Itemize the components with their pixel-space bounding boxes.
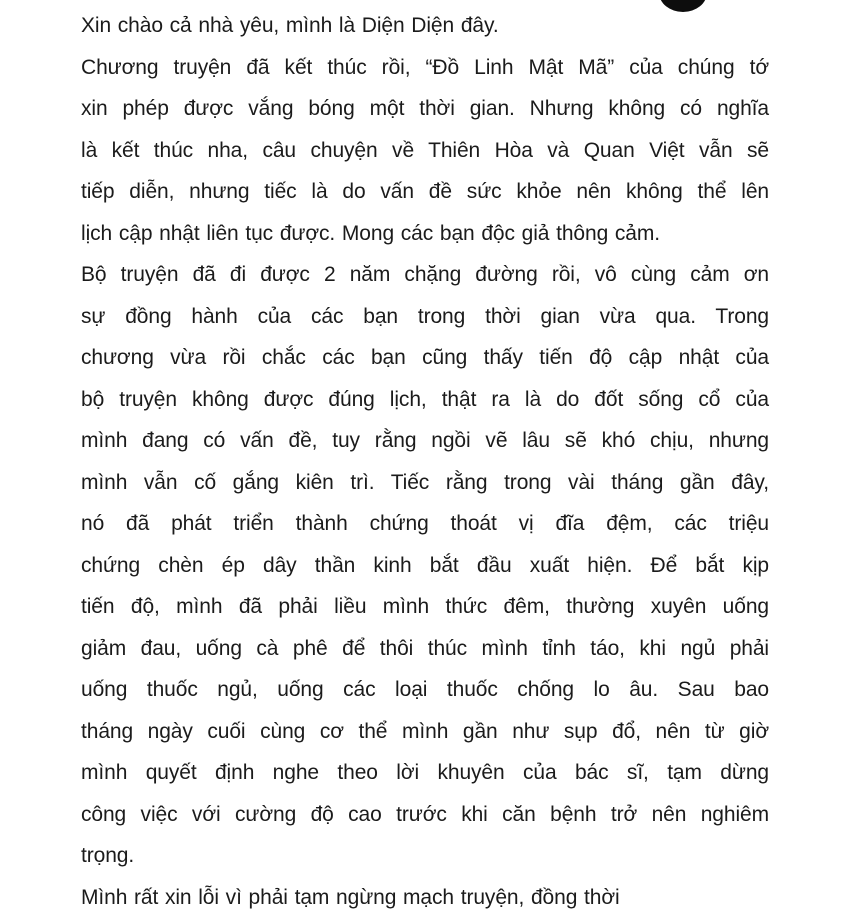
note-line: sự đồng hành của các bạn trong thời gian vừa qua. Trong (81, 296, 769, 338)
note-line: tiếp diễn, nhưng tiếc là do vấn đề sức khỏe nên không thể lên (81, 171, 769, 213)
note-line: xin phép được vắng bóng một thời gian. Nhưng không có nghĩa (81, 88, 769, 130)
note-line: là kết thúc nha, câu chuyện về Thiên Hòa và Quan Việt vẫn sẽ (81, 130, 769, 172)
author-note-text-block (81, 5, 769, 918)
note-line: trọng. (81, 835, 769, 877)
note-line: Chương truyện đã kết thúc rồi, “Đồ Linh Mật Mã” của chúng tớ (81, 47, 769, 89)
note-line: giảm đau, uống cà phê để thôi thúc mình tỉnh táo, khi ngủ phải (81, 628, 769, 670)
note-line: nó đã phát triển thành chứng thoát vị đĩa đệm, các triệu (81, 503, 769, 545)
note-line: chứng chèn ép dây thần kinh bắt đầu xuất hiện. Để bắt kịp (81, 545, 769, 587)
note-line: tháng ngày cuối cùng cơ thể mình gần như sụp đổ, nên từ giờ (81, 711, 769, 753)
note-line: mình đang có vấn đề, tuy rằng ngồi vẽ lâu sẽ khó chịu, nhưng (81, 420, 769, 462)
note-line: lịch cập nhật liên tục được. Mong các bạn độc giả thông cảm. (81, 213, 769, 255)
note-line: mình quyết định nghe theo lời khuyên của bác sĩ, tạm dừng (81, 752, 769, 794)
note-line: tiến độ, mình đã phải liều mình thức đêm, thường xuyên uống (81, 586, 769, 628)
note-line: bộ truyện không được đúng lịch, thật ra là do đốt sống cổ của (81, 379, 769, 421)
note-line: công việc với cường độ cao trước khi căn bệnh trở nên nghiêm (81, 794, 769, 836)
note-line: uống thuốc ngủ, uống các loại thuốc chống lo âu. Sau bao (81, 669, 769, 711)
note-line: Xin chào cả nhà yêu, mình là Diện Diện đây. (81, 5, 769, 47)
note-line: chương vừa rồi chắc các bạn cũng thấy tiến độ cập nhật của (81, 337, 769, 379)
note-line: mình vẫn cố gắng kiên trì. Tiếc rằng trong vài tháng gần đây, (81, 462, 769, 504)
note-line: Mình rất xin lỗi vì phải tạm ngừng mạch truyện, đồng thời (81, 877, 769, 918)
note-line: Bộ truyện đã đi được 2 năm chặng đường rồi, vô cùng cảm ơn (81, 254, 769, 296)
